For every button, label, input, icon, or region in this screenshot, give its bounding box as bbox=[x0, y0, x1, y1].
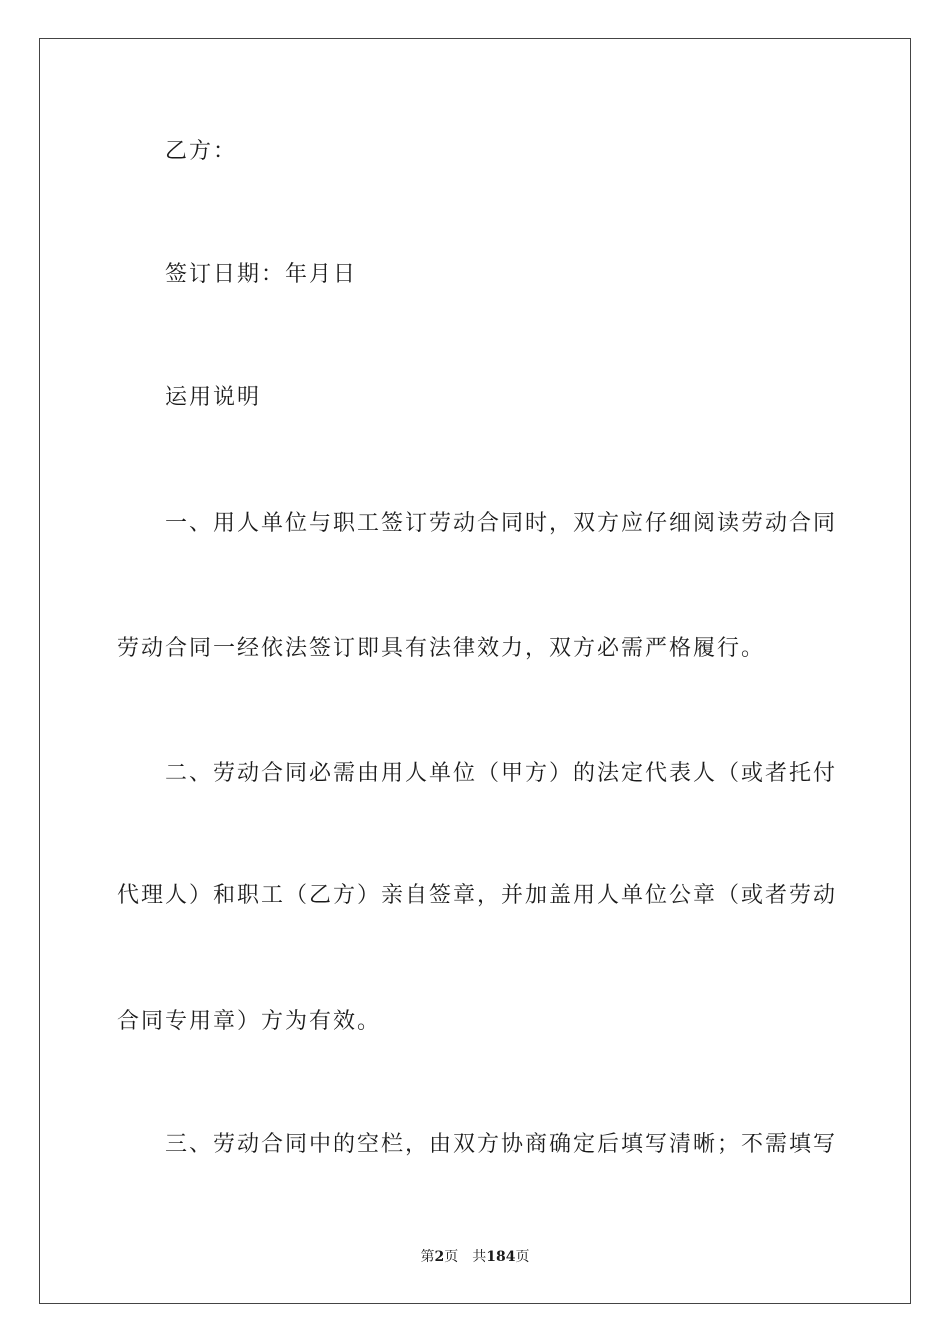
page-border bbox=[39, 38, 911, 1304]
total-prefix: 共 bbox=[472, 1249, 487, 1265]
total-pages: 184 bbox=[486, 1249, 516, 1265]
paragraph-1-line-1: 一、用人单位与职工签订劳动合同时，双方应仔细阅读劳动合同 bbox=[165, 511, 838, 536]
page-number: 2 bbox=[434, 1249, 445, 1265]
party-b-label: 乙方： bbox=[165, 139, 238, 164]
usage-notes-heading: 运用说明 bbox=[165, 385, 262, 410]
paragraph-2-line-2: 代理人）和职工（乙方）亲自签章，并加盖用人单位公章（或者劳动 bbox=[117, 883, 838, 908]
paragraph-2-line-1: 二、劳动合同必需由用人单位（甲方）的法定代表人（或者托付 bbox=[165, 761, 838, 786]
signing-date-label: 签订日期：年月日 bbox=[165, 262, 358, 287]
page-footer bbox=[0, 1248, 950, 1266]
paragraph-3-line-1: 三、劳动合同中的空栏，由双方协商确定后填写清晰；不需填写 bbox=[165, 1132, 838, 1157]
page-suffix: 页 bbox=[444, 1249, 459, 1265]
page-prefix: 第 bbox=[420, 1249, 435, 1265]
paragraph-1-line-2: 劳动合同一经依法签订即具有法律效力，双方必需严格履行。 bbox=[117, 636, 766, 661]
paragraph-2-line-3: 合同专用章）方为有效。 bbox=[117, 1009, 382, 1034]
total-suffix: 页 bbox=[515, 1249, 530, 1265]
